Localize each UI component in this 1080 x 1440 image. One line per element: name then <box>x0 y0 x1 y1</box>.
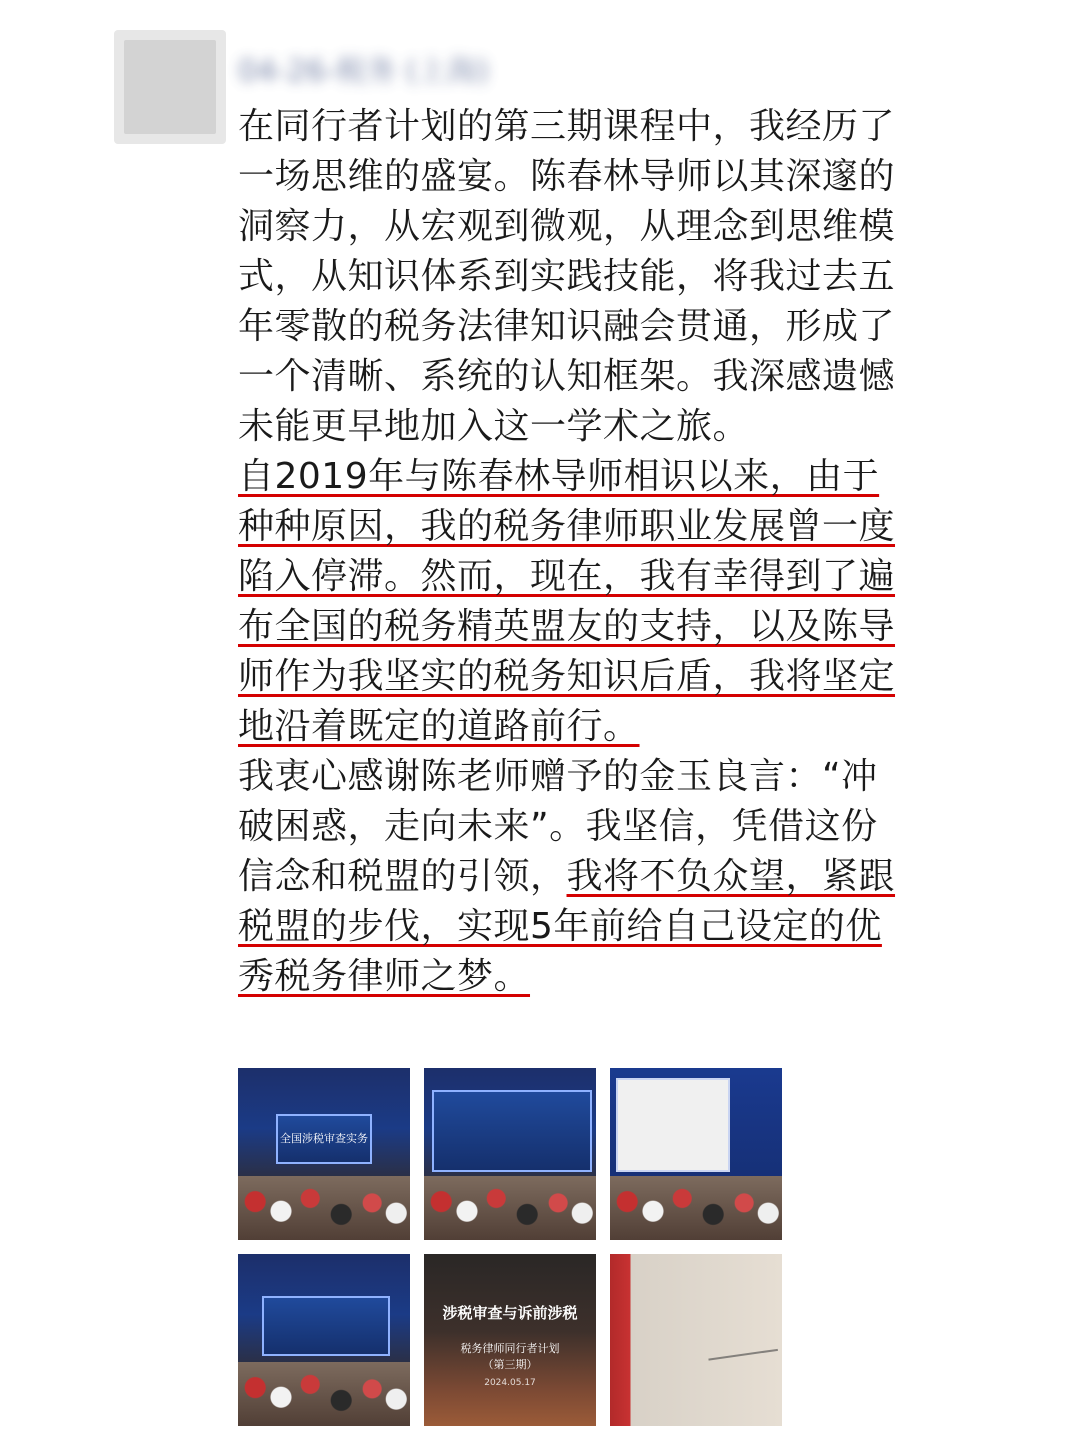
stage-screen <box>432 1090 592 1172</box>
avatar-image <box>124 40 216 134</box>
audience <box>610 1176 782 1240</box>
stage-screen <box>262 1296 390 1356</box>
post-paragraph-2-underlined-text: 自2019年与陈春林导师相识以来，由于种种原因，我的税务律师职业发展曾一度陷入停滞。然而，现在，我有幸得到了遍布全国的税务精英盟友的支持，以及陈导师作为我坚实的税务知识后盾，我将坚定地沿着既定的道路前行。 <box>238 456 896 747</box>
photo-1[interactable] <box>238 1068 410 1240</box>
slide-screen <box>616 1078 730 1172</box>
photo-grid <box>238 1068 782 1440</box>
post-paragraph-3 <box>238 752 914 1002</box>
post-paragraph-3-underlined-text: 我将不负众望，紧跟税盟的步伐，实现5年前给自己设定的优秀税务律师之梦。 <box>238 856 896 997</box>
post-paragraph-3-text: 我衷心感谢陈老师赠予的金玉良言：“冲破困惑，走向未来”。我坚信，凭借这份信念和税盟的引领， <box>238 756 878 897</box>
signature-mark <box>700 1289 778 1360</box>
audience <box>424 1176 596 1240</box>
audience <box>238 1176 410 1240</box>
photo-3[interactable] <box>610 1068 782 1240</box>
photo-1-caption: 全国涉税审查实务 <box>280 1132 368 1145</box>
photo-5[interactable] <box>424 1254 596 1426</box>
post-username[interactable]: 04-26-税务 (上海) <box>238 54 489 89</box>
avatar[interactable] <box>114 30 226 144</box>
photo-5-title: 涉税审查与诉前涉税 <box>442 1304 578 1322</box>
photo-5-date: 2024.05.17 <box>484 1378 536 1388</box>
photo-2[interactable] <box>424 1068 596 1240</box>
audience <box>238 1362 410 1426</box>
post-paragraph-2 <box>238 452 914 752</box>
photo-5-subtitle: 税务律师同行者计划 <box>460 1342 560 1355</box>
post-paragraph-1-text: 在同行者计划的第三期课程中，我经历了一场思维的盛宴。陈春林导师以其深邃的洞察力，从宏观到微观，从理念到思维模式，从知识体系到实践技能，将我过去五年零散的税务法律知识融会贯通，形成了一个清晰、系统的认知框架。我深感遗憾未能更早地加入这一学术之旅。 <box>238 106 896 447</box>
photo-4[interactable] <box>238 1254 410 1426</box>
post-paragraph-1 <box>238 102 914 452</box>
post-text <box>238 102 914 1002</box>
photo-6[interactable] <box>610 1254 782 1426</box>
photo-5-issue: （第三期） <box>482 1358 538 1371</box>
